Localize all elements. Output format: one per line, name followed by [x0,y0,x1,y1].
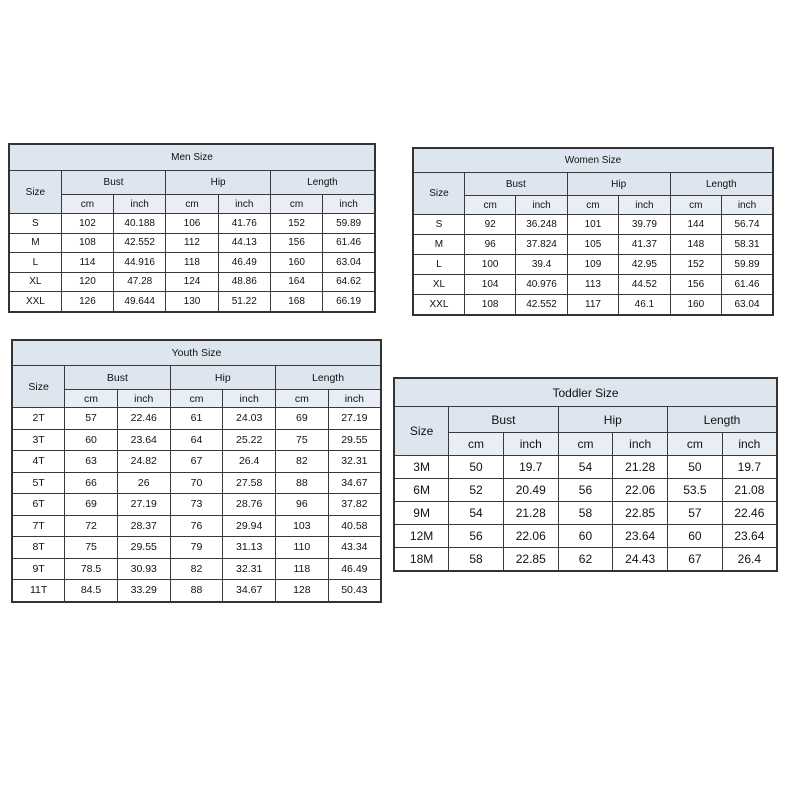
measurement-cell: 164 [270,272,322,292]
table-row [413,295,773,316]
measurement-cell: 152 [270,214,322,234]
table-row [9,214,375,234]
measurement-cell: 29.55 [328,429,381,451]
measurement-cell: 50 [449,456,504,479]
measurement-cell: 92 [464,215,515,235]
table-title: Youth Size [12,340,381,366]
hip-group-header: Hip [558,407,667,433]
table-title: Women Size [413,148,773,173]
length-group-header: Length [270,171,375,195]
table-row [12,429,381,451]
size-label-cell: XXL [413,295,464,316]
measurement-cell: 50.43 [328,580,381,602]
measurement-cell: 104 [464,275,515,295]
youth-size-chart [11,339,382,603]
unit-header: cm [670,196,721,215]
men-size-table [8,143,376,313]
measurement-cell: 24.43 [613,548,668,572]
measurement-cell: 73 [170,494,223,516]
table-row [9,253,375,273]
measurement-cell: 34.67 [223,580,276,602]
measurement-cell: 110 [276,537,329,559]
measurement-cell: 58.31 [722,235,773,255]
measurement-cell: 58 [449,548,504,572]
measurement-cell: 24.03 [223,408,276,430]
measurement-cell: 96 [276,494,329,516]
size-label-cell: XL [413,275,464,295]
measurement-cell: 37.824 [516,235,567,255]
size-column-header: Size [394,407,449,456]
measurement-cell: 37.82 [328,494,381,516]
hip-group-header: Hip [166,171,271,195]
size-label-cell: 9M [394,502,449,525]
measurement-cell: 118 [276,558,329,580]
measurement-cell: 64 [170,429,223,451]
table-body [12,408,381,602]
measurement-cell: 23.64 [722,525,777,548]
measurement-cell: 63.04 [722,295,773,316]
size-label-cell: S [9,214,61,234]
hip-group-header: Hip [170,366,275,390]
measurement-cell: 21.08 [722,479,777,502]
measurement-cell: 102 [61,214,113,234]
size-label-cell: 3T [12,429,65,451]
measurement-cell: 42.95 [619,255,670,275]
unit-header: cm [170,390,223,408]
measurement-cell: 46.49 [218,253,270,273]
measurement-cell: 54 [558,456,613,479]
measurement-cell: 100 [464,255,515,275]
measurement-cell: 66 [65,472,118,494]
table-row [413,255,773,275]
unit-header: cm [449,433,504,456]
measurement-cell: 148 [670,235,721,255]
measurement-cell: 117 [567,295,618,316]
measurement-cell: 78.5 [65,558,118,580]
measurement-cell: 96 [464,235,515,255]
table-body [394,456,777,572]
measurement-cell: 22.06 [613,479,668,502]
measurement-cell: 40.58 [328,515,381,537]
hip-group-header: Hip [567,173,670,196]
measurement-cell: 46.49 [328,558,381,580]
table-row [12,515,381,537]
unit-header: cm [166,195,218,214]
measurement-cell: 62 [558,548,613,572]
unit-header: inch [722,433,777,456]
table-row [12,558,381,580]
bust-group-header: Bust [449,407,558,433]
measurement-cell: 67 [170,451,223,473]
measurement-cell: 105 [567,235,618,255]
measurement-cell: 28.76 [223,494,276,516]
unit-header: cm [464,196,515,215]
unit-header: inch [328,390,381,408]
measurement-cell: 113 [567,275,618,295]
bust-group-header: Bust [65,366,170,390]
measurement-cell: 54 [449,502,504,525]
measurement-cell: 30.93 [117,558,170,580]
measurement-cell: 47.28 [114,272,166,292]
size-label-cell: 11T [12,580,65,602]
measurement-cell: 22.85 [503,548,558,572]
measurement-cell: 56 [449,525,504,548]
measurement-cell: 61.46 [722,275,773,295]
measurement-cell: 156 [270,233,322,253]
measurement-cell: 109 [567,255,618,275]
unit-header: cm [567,196,618,215]
size-label-cell: 6T [12,494,65,516]
unit-header: inch [218,195,270,214]
measurement-cell: 42.552 [516,295,567,316]
unit-header: cm [270,195,322,214]
measurement-cell: 126 [61,292,113,312]
measurement-cell: 108 [464,295,515,316]
measurement-cell: 26.4 [223,451,276,473]
measurement-cell: 19.7 [503,456,558,479]
measurement-cell: 79 [170,537,223,559]
table-row [12,494,381,516]
measurement-cell: 28.37 [117,515,170,537]
measurement-cell: 72 [65,515,118,537]
measurement-cell: 67 [668,548,723,572]
table-row [9,233,375,253]
table-row [12,580,381,602]
women-size-table [412,147,774,316]
size-column-header: Size [12,366,65,408]
size-label-cell: 7T [12,515,65,537]
measurement-cell: 29.94 [223,515,276,537]
measurement-cell: 156 [670,275,721,295]
measurement-cell: 42.552 [114,233,166,253]
measurement-cell: 44.13 [218,233,270,253]
unit-header: inch [223,390,276,408]
measurement-cell: 46.1 [619,295,670,316]
measurement-cell: 60 [558,525,613,548]
measurement-cell: 69 [276,408,329,430]
table-row [12,537,381,559]
measurement-cell: 24.82 [117,451,170,473]
unit-header: cm [61,195,113,214]
measurement-cell: 160 [270,253,322,273]
table-title: Men Size [9,144,375,171]
unit-header: cm [276,390,329,408]
unit-header: cm [558,433,613,456]
measurement-cell: 39.79 [619,215,670,235]
size-label-cell: 8T [12,537,65,559]
length-group-header: Length [276,366,381,390]
measurement-cell: 63 [65,451,118,473]
measurement-cell: 103 [276,515,329,537]
measurement-cell: 160 [670,295,721,316]
table-body [9,214,375,312]
men-size-chart [8,143,376,313]
measurement-cell: 112 [166,233,218,253]
measurement-cell: 82 [276,451,329,473]
measurement-cell: 114 [61,253,113,273]
measurement-cell: 41.37 [619,235,670,255]
size-label-cell: 12M [394,525,449,548]
table-row [9,292,375,312]
measurement-cell: 44.52 [619,275,670,295]
measurement-cell: 108 [61,233,113,253]
measurement-cell: 61.46 [323,233,375,253]
measurement-cell: 57 [65,408,118,430]
measurement-cell: 75 [276,429,329,451]
measurement-cell: 22.46 [117,408,170,430]
measurement-cell: 36.248 [516,215,567,235]
measurement-cell: 58 [558,502,613,525]
measurement-cell: 63.04 [323,253,375,273]
size-label-cell: L [9,253,61,273]
bust-group-header: Bust [464,173,567,196]
unit-header: cm [668,433,723,456]
measurement-cell: 120 [61,272,113,292]
measurement-cell: 52 [449,479,504,502]
measurement-cell: 20.49 [503,479,558,502]
measurement-cell: 66.19 [323,292,375,312]
table-row [394,479,777,502]
unit-header: inch [117,390,170,408]
table-row [394,525,777,548]
table-row [394,548,777,572]
length-group-header: Length [670,173,773,196]
measurement-cell: 26.4 [722,548,777,572]
measurement-cell: 101 [567,215,618,235]
size-label-cell: 2T [12,408,65,430]
table-row [413,235,773,255]
table-row [12,408,381,430]
unit-header: inch [516,196,567,215]
unit-header: inch [503,433,558,456]
size-label-cell: 4T [12,451,65,473]
size-label-cell: M [413,235,464,255]
youth-size-table [11,339,382,603]
size-label-cell: 9T [12,558,65,580]
measurement-cell: 82 [170,558,223,580]
size-column-header: Size [413,173,464,215]
measurement-cell: 29.55 [117,537,170,559]
measurement-cell: 88 [276,472,329,494]
table-row [9,272,375,292]
measurement-cell: 32.31 [328,451,381,473]
measurement-cell: 48.86 [218,272,270,292]
measurement-cell: 41.76 [218,214,270,234]
measurement-cell: 27.58 [223,472,276,494]
table-body [413,215,773,316]
measurement-cell: 50 [668,456,723,479]
length-group-header: Length [668,407,777,433]
size-label-cell: L [413,255,464,275]
measurement-cell: 27.19 [117,494,170,516]
measurement-cell: 60 [65,429,118,451]
table-row [12,451,381,473]
measurement-cell: 168 [270,292,322,312]
table-row [413,215,773,235]
women-size-chart [412,147,774,316]
size-label-cell: XL [9,272,61,292]
measurement-cell: 19.7 [722,456,777,479]
measurement-cell: 106 [166,214,218,234]
measurement-cell: 76 [170,515,223,537]
measurement-cell: 22.06 [503,525,558,548]
measurement-cell: 23.64 [613,525,668,548]
unit-header: inch [722,196,773,215]
measurement-cell: 26 [117,472,170,494]
measurement-cell: 40.976 [516,275,567,295]
measurement-cell: 21.28 [613,456,668,479]
size-label-cell: 5T [12,472,65,494]
table-row [12,472,381,494]
table-row [413,275,773,295]
measurement-cell: 57 [668,502,723,525]
measurement-cell: 128 [276,580,329,602]
size-label-cell: M [9,233,61,253]
measurement-cell: 44.916 [114,253,166,273]
measurement-cell: 59.89 [323,214,375,234]
measurement-cell: 31.13 [223,537,276,559]
measurement-cell: 53.5 [668,479,723,502]
measurement-cell: 23.64 [117,429,170,451]
measurement-cell: 69 [65,494,118,516]
table-title: Toddler Size [394,378,777,407]
measurement-cell: 22.85 [613,502,668,525]
unit-header: inch [619,196,670,215]
measurement-cell: 70 [170,472,223,494]
unit-header: inch [613,433,668,456]
toddler-size-chart [393,377,778,572]
measurement-cell: 49.644 [114,292,166,312]
measurement-cell: 144 [670,215,721,235]
measurement-cell: 56.74 [722,215,773,235]
measurement-cell: 25.22 [223,429,276,451]
measurement-cell: 88 [170,580,223,602]
bust-group-header: Bust [61,171,166,195]
measurement-cell: 64.62 [323,272,375,292]
measurement-cell: 43.34 [328,537,381,559]
unit-header: inch [323,195,375,214]
measurement-cell: 27.19 [328,408,381,430]
measurement-cell: 152 [670,255,721,275]
measurement-cell: 56 [558,479,613,502]
measurement-cell: 33.29 [117,580,170,602]
size-label-cell: 18M [394,548,449,572]
measurement-cell: 130 [166,292,218,312]
measurement-cell: 40.188 [114,214,166,234]
size-column-header: Size [9,171,61,214]
measurement-cell: 84.5 [65,580,118,602]
size-label-cell: XXL [9,292,61,312]
measurement-cell: 59.89 [722,255,773,275]
measurement-cell: 75 [65,537,118,559]
measurement-cell: 124 [166,272,218,292]
measurement-cell: 61 [170,408,223,430]
table-row [394,502,777,525]
measurement-cell: 32.31 [223,558,276,580]
measurement-cell: 22.46 [722,502,777,525]
unit-header: cm [65,390,118,408]
measurement-cell: 60 [668,525,723,548]
unit-header: inch [114,195,166,214]
measurement-cell: 51.22 [218,292,270,312]
measurement-cell: 21.28 [503,502,558,525]
toddler-size-table [393,377,778,572]
measurement-cell: 34.67 [328,472,381,494]
measurement-cell: 39.4 [516,255,567,275]
size-label-cell: 6M [394,479,449,502]
table-row [394,456,777,479]
size-label-cell: 3M [394,456,449,479]
measurement-cell: 118 [166,253,218,273]
size-label-cell: S [413,215,464,235]
